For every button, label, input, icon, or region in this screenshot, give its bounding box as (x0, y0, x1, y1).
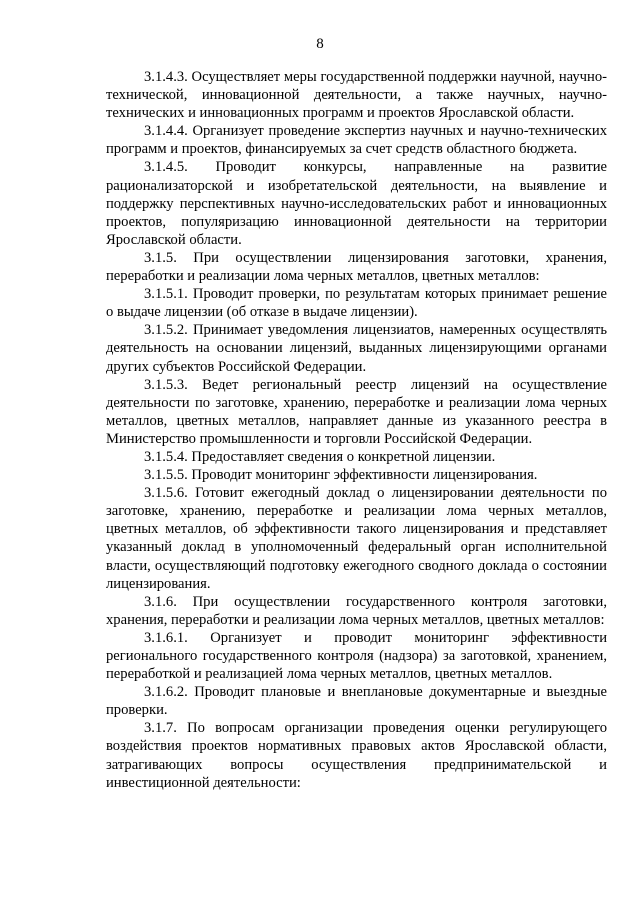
paragraph-3-1-4-4: 3.1.4.4. Организует проведение экспертиз научных и научно-технических программ и проектов, финансируемых за счет средств областного бюджета. (106, 123, 607, 158)
paragraph-3-1-6-2: 3.1.6.2. Проводит плановые и внеплановые документарные и выездные проверки. (106, 684, 607, 719)
paragraph-3-1-5-6: 3.1.5.6. Готовит ежегодный доклад о лицензировании деятельности по заготовке, хранению, переработке и реализации лома черных металлов, цветных металлов, об эффективности такого лицензирования и представляет указанный доклад в уполномоченный федеральный орган исполнительной власти, осуществляющий подготовку ежегодного сводного доклада о состоянии лицензирования. (106, 485, 607, 592)
page-number: 8 (316, 36, 324, 52)
paragraph-3-1-4-5: 3.1.4.5. Проводит конкурсы, направленные на развитие рационализаторской и изобретательской деятельности, на выявление и поддержку перспективных научно-исследовательских работ и инновационных проектов, популяризацию инновационной деятельности на территории Ярославской области. (106, 159, 607, 248)
paragraph-3-1-5-4: 3.1.5.4. Предоставляет сведения о конкретной лицензии. (144, 448, 496, 465)
document-body (106, 68, 607, 792)
paragraph-3-1-5-5: 3.1.5.5. Проводит мониторинг эффективности лицензирования. (144, 467, 538, 484)
paragraph-3-1-4-3: 3.1.4.3. Осуществляет меры государственной поддержки научной, научно-технической, инновационной деятельности, а также научных, научно-технических и инновационных программ и проектов Ярославской области. (106, 69, 607, 122)
paragraph-3-1-5-3: 3.1.5.3. Ведет региональный реестр лицензий на осуществление деятельности по заготовке, хранению, переработке и реализации лома черных металлов, цветных металлов, направляет данные из указанного реестра в Министерство промышленности и торговли Российской Федерации. (106, 376, 607, 447)
paragraph-3-1-6: 3.1.6. При осуществлении государственного контроля заготовки, хранения, переработки и реализации лома черных металлов, цветных металлов: (106, 593, 607, 628)
paragraph-3-1-5-1: 3.1.5.1. Проводит проверки, по результатам которых принимает решение о выдаче лицензии (об отказе в выдаче лицензии). (106, 286, 607, 321)
paragraph-3-1-6-1: 3.1.6.1. Организует и проводит мониторинг эффективности регионального государственного контроля (надзора) за заготовкой, хранением, переработкой и реализацией лома черных металлов, цветных металлов. (106, 629, 607, 683)
paragraph-3-1-7: 3.1.7. По вопросам организации проведения оценки регулирующего воздействия проектов нормативных правовых актов Ярославской области, затрагивающих вопросы осуществления предпринимательской и инвестиционной деятельности: (106, 720, 607, 791)
paragraph-3-1-5: 3.1.5. При осуществлении лицензирования заготовки, хранения, переработки и реализации лома черных металлов, цветных металлов: (106, 249, 607, 285)
paragraph-3-1-5-2: 3.1.5.2. Принимает уведомления лицензиатов, намеренных осуществлять деятельность на основании лицензий, выданных лицензирующими органами других субъектов Российской Федерации. (106, 322, 607, 375)
